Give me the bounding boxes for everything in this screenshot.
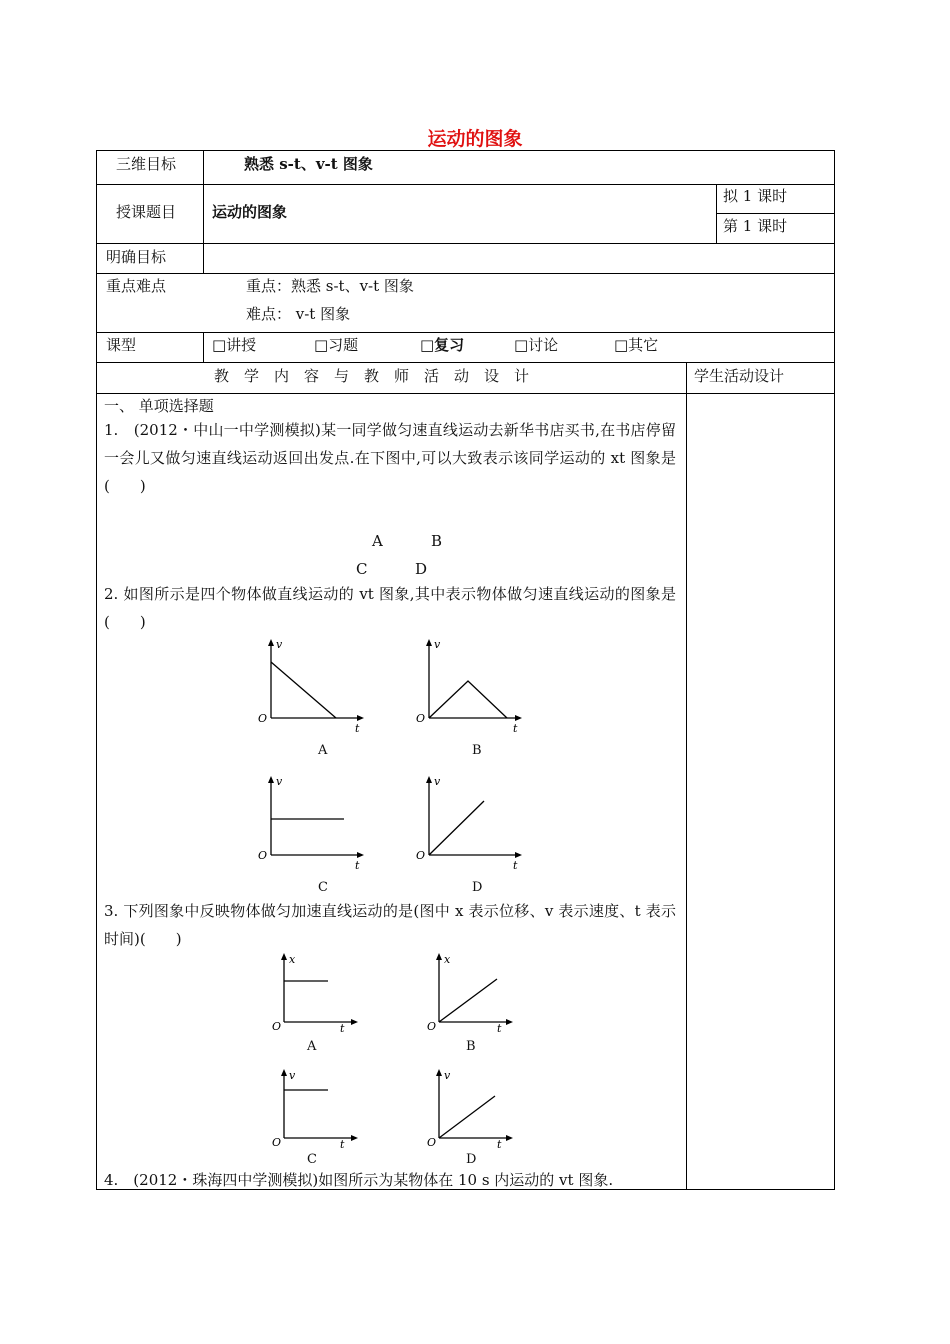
t-axis-label: t — [497, 1022, 502, 1034]
v-axis-label: v — [434, 775, 441, 788]
clear-goal-label: 明确目标 — [106, 248, 167, 266]
content-header: 教 学 内 容 与 教 师 活 动 设 计 — [214, 367, 530, 385]
question-2: 2. 如图所示是四个物体做直线运动的 vt 图象,其中表示物体做匀速直线运动的图象是( ) — [104, 585, 676, 631]
origin-label: O — [272, 1020, 282, 1033]
q1-choice-b: B — [431, 532, 443, 550]
origin-label: O — [258, 849, 268, 862]
origin-label: O — [258, 712, 268, 725]
q2-label-a: A — [318, 743, 328, 758]
q3-graph-a — [270, 950, 360, 1034]
x-axis-label: x — [289, 953, 296, 966]
topic-label: 授课题目 — [116, 203, 177, 221]
q2-graph-b — [414, 636, 524, 736]
key-point: 重点：熟悉 s-t、v-t 图象 — [246, 277, 414, 295]
t-axis-label: t — [355, 722, 360, 735]
v-axis-label: v — [289, 1069, 296, 1082]
goal-value: 熟悉 s-t、v-t 图象 — [244, 155, 373, 173]
v-axis-label: v — [276, 775, 283, 788]
document-title: 运动的图象 — [427, 128, 523, 150]
q3-graph-c — [270, 1066, 360, 1150]
v-axis-label: v — [276, 638, 283, 651]
type-option-other: □其它 — [614, 336, 659, 354]
goal-label: 三维目标 — [116, 155, 177, 173]
origin-label: O — [416, 849, 426, 862]
t-axis-label: t — [513, 722, 518, 735]
q2-label-b: B — [472, 743, 482, 758]
q1-choice-d: D — [415, 560, 428, 578]
origin-label: O — [427, 1020, 437, 1033]
q3-label-b: B — [466, 1039, 476, 1054]
question-4: 4. (2012・珠海四中学测模拟)如图所示为某物体在 10 s 内运动的 vt 图象. — [104, 1171, 614, 1189]
x-axis-label: x — [444, 953, 451, 966]
type-option-exercise: □习题 — [314, 336, 359, 354]
question-3: 3. 下列图象中反映物体做匀加速直线运动的是(图中 x 表示位移、v 表示速度、t 表示时间)( ) — [104, 902, 676, 948]
q3-graph-b — [425, 950, 515, 1034]
plan-hours: 拟 1 课时 — [723, 187, 788, 205]
q2-graph-c — [256, 773, 366, 873]
type-option-review: □复习 — [420, 336, 465, 354]
key-label: 重点难点 — [106, 277, 167, 295]
t-axis-label: t — [340, 1022, 345, 1034]
q2-graph-d — [414, 773, 524, 873]
t-axis-label: t — [513, 859, 518, 872]
v-axis-label: v — [434, 638, 441, 651]
origin-label: O — [416, 712, 426, 725]
q3-label-d: D — [466, 1152, 477, 1167]
t-axis-label: t — [340, 1138, 345, 1150]
q3-graph-d — [425, 1066, 515, 1150]
type-option-lecture: □讲授 — [212, 336, 257, 354]
q3-label-c: C — [307, 1152, 317, 1167]
q2-label-d: D — [472, 880, 483, 895]
difficulty: 难点： v-t 图象 — [246, 305, 351, 323]
type-option-discussion: □讨论 — [514, 336, 559, 354]
q2-graph-a — [256, 636, 366, 736]
section-heading: 一、 单项选择题 — [104, 397, 214, 415]
q3-label-a: A — [307, 1039, 317, 1054]
type-label: 课型 — [106, 336, 137, 354]
student-header: 学生活动设计 — [694, 367, 785, 385]
v-axis-label: v — [444, 1069, 451, 1082]
q1-choice-c: C — [356, 560, 368, 578]
current-hour: 第 1 课时 — [723, 217, 788, 235]
t-axis-label: t — [497, 1138, 502, 1150]
topic-value: 运动的图象 — [212, 203, 288, 221]
q1-choice-a: A — [372, 532, 383, 550]
t-axis-label: t — [355, 859, 360, 872]
origin-label: O — [427, 1136, 437, 1149]
origin-label: O — [272, 1136, 282, 1149]
question-1: 1. (2012・中山一中学测模拟)某一同学做匀速直线运动去新华书店买书,在书店停留一会儿又做匀速直线运动返回出发点.在下图中,可以大致表示该同学运动的 xt 图象是( ) — [104, 421, 676, 495]
q2-label-c: C — [318, 880, 328, 895]
